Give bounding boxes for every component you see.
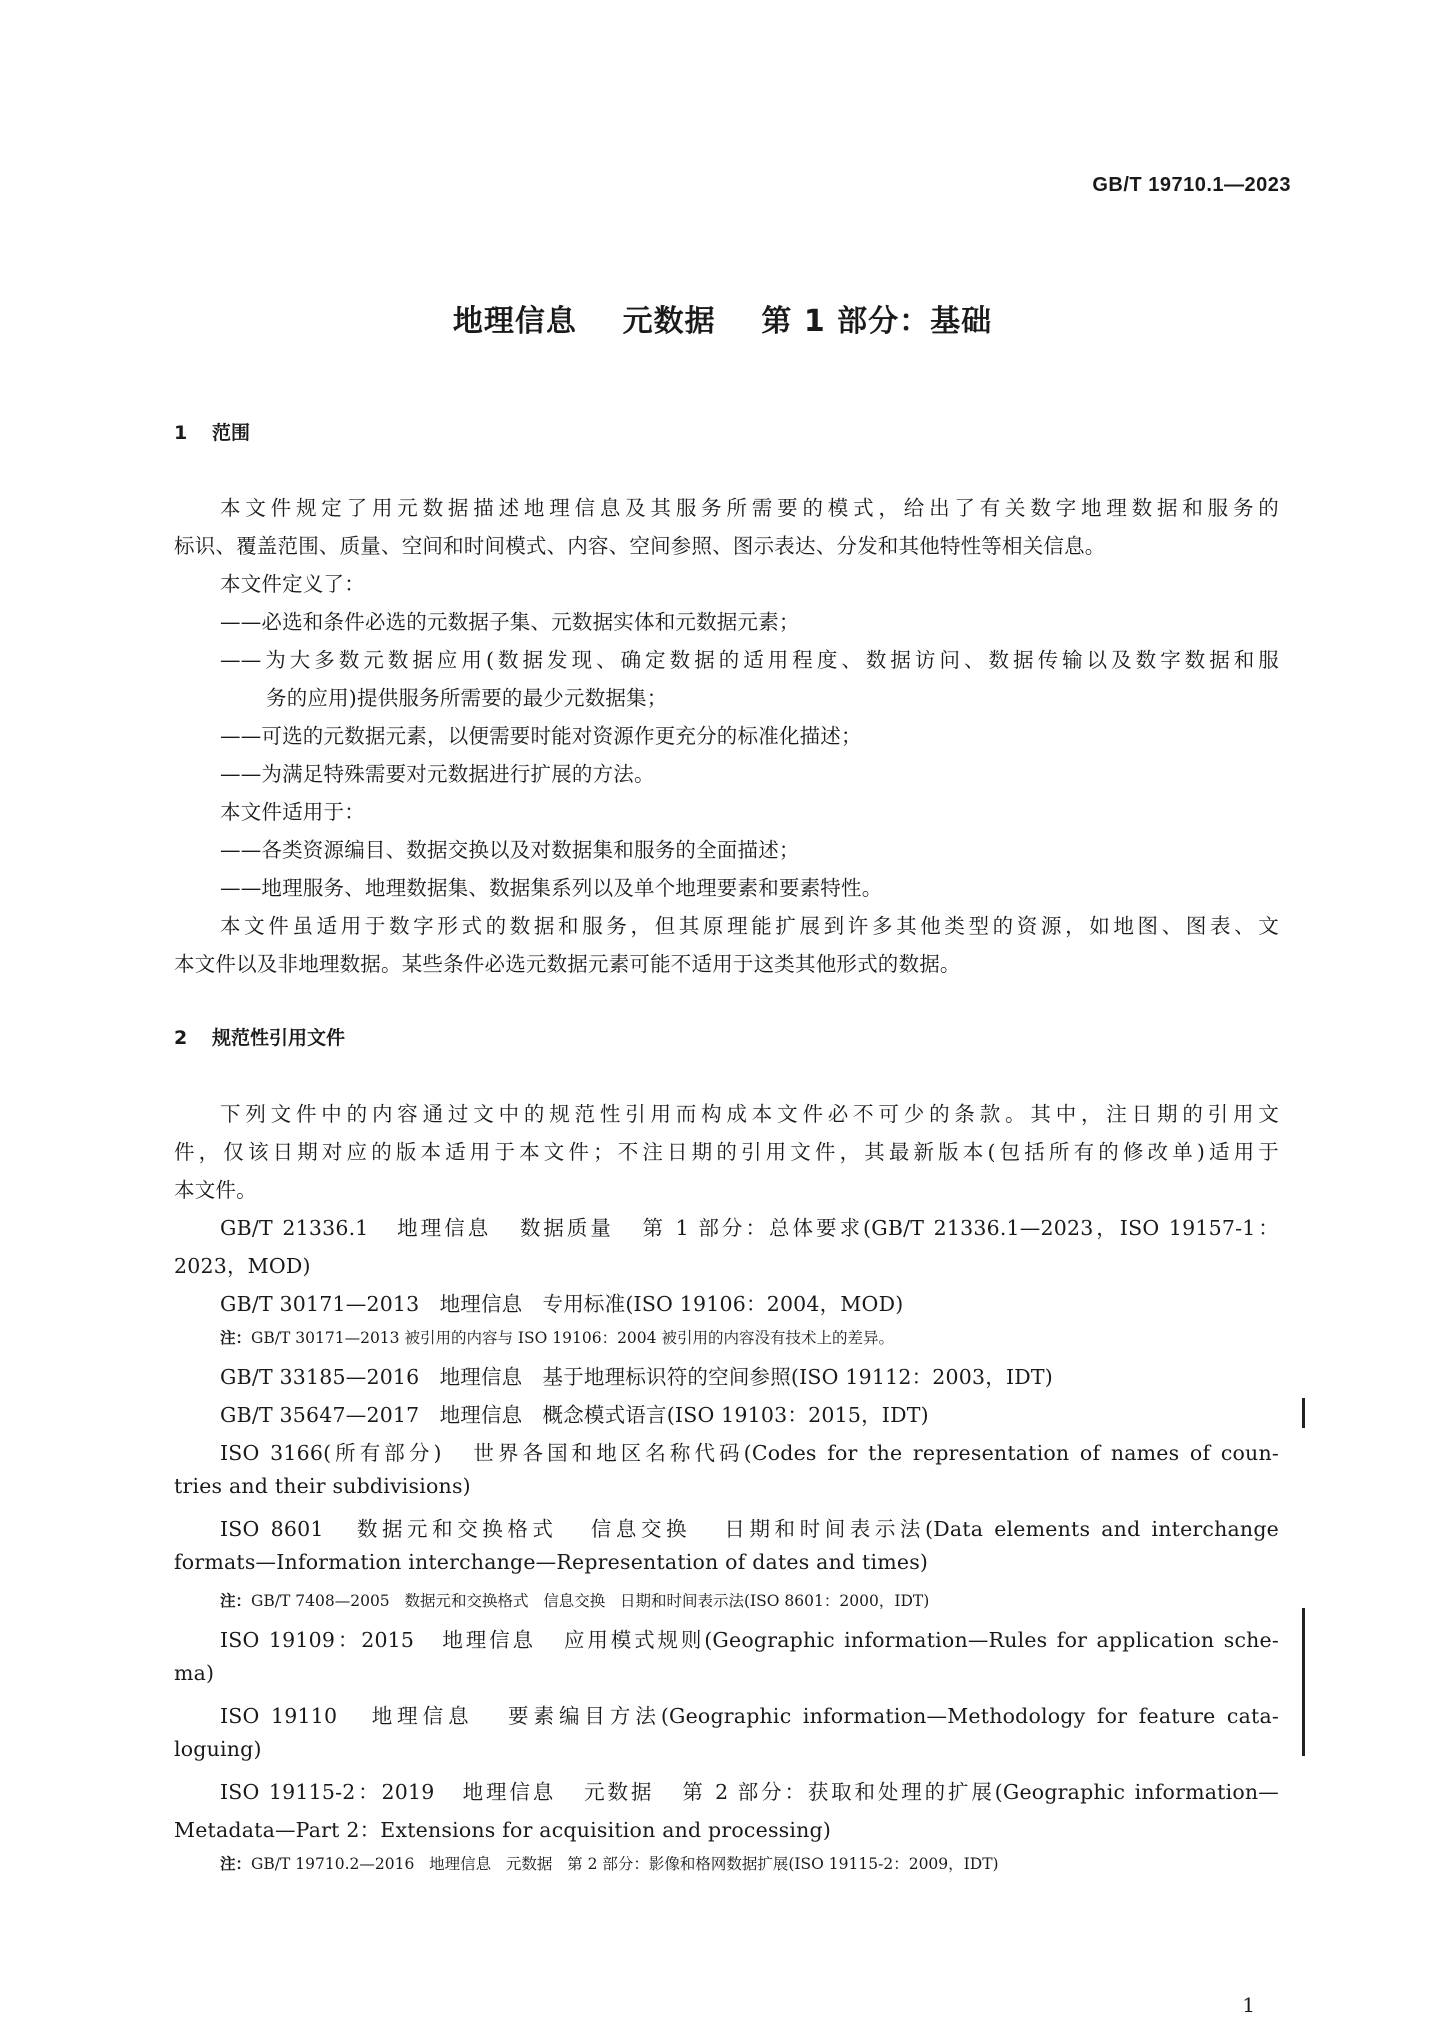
dash-list-item-cont: 务的应用)提供服务所需要的最少元数据集；	[266, 686, 668, 710]
paragraph-line: 本文件适用于：	[220, 800, 365, 824]
note-text: GB/T 30171—2013 被引用的内容与 ISO 19106：2004 被引用的内容没有技术上的差异。	[251, 1329, 894, 1347]
document-title: 地理信息 元数据 第 1 部分：基础	[452, 304, 993, 339]
note-label: 注：	[220, 1592, 252, 1610]
section-1-heading	[174, 418, 250, 445]
paragraph-line: 件，仅该日期对应的版本适用于本文件；不注日期的引用文件，其最新版本(包括所有的修改单)适用于	[174, 1140, 1279, 1164]
dash-list-item: ——可选的元数据元素，以便需要时能对资源作更充分的标准化描述；	[220, 724, 862, 748]
section-number: 1	[174, 422, 188, 444]
dash-list-item: ——为满足特殊需要对元数据进行扩展的方法。	[220, 762, 655, 786]
note-label: 注：	[220, 1329, 252, 1347]
note	[220, 1589, 929, 1611]
section-2-heading	[174, 1023, 345, 1050]
reference-entry-cont: formats—Information interchange—Representation of dates and times)	[174, 1550, 929, 1574]
change-bar	[1302, 1608, 1305, 1756]
paragraph-line: 标识、覆盖范围、质量、空间和时间模式、内容、空间参照、图示表达、分发和其他特性等相关信息。	[174, 534, 1106, 558]
reference-entry-cont: Metadata—Part 2：Extensions for acquisition and processing)	[174, 1818, 832, 1842]
reference-entry: GB/T 30171—2013 地理信息 专用标准(ISO 19106：2004，MOD)	[220, 1292, 904, 1316]
reference-entry-cont: loguing)	[174, 1737, 262, 1761]
reference-entry-cont: tries and their subdivisions)	[174, 1474, 471, 1498]
paragraph-line: 本文件虽适用于数字形式的数据和服务，但其原理能扩展到许多其他类型的资源，如地图、图表、文	[220, 914, 1279, 938]
paragraph-line: 本文件以及非地理数据。某些条件必选元数据元素可能不适用于这类其他形式的数据。	[174, 952, 961, 976]
dash-list-item: ——为大多数元数据应用(数据发现、确定数据的适用程度、数据访问、数据传输以及数字数据和服	[220, 648, 1279, 672]
section-number: 2	[174, 1027, 188, 1049]
dash-list-item: ——地理服务、地理数据集、数据集系列以及单个地理要素和要素特性。	[220, 876, 883, 900]
note-text: GB/T 7408—2005 数据元和交换格式 信息交换 日期和时间表示法(ISO 8601：2000，IDT)	[251, 1592, 930, 1610]
note-label: 注：	[220, 1855, 252, 1873]
section-title: 范围	[212, 422, 251, 444]
reference-entry: GB/T 21336.1 地理信息 数据质量 第 1 部分：总体要求(GB/T 21336.1—2023，ISO 19157-1：	[220, 1216, 1279, 1240]
page-number: 1	[1242, 1993, 1255, 2017]
paragraph-line: 本文件定义了：	[220, 572, 365, 596]
note	[220, 1326, 894, 1348]
reference-entry-cont: 2023，MOD)	[174, 1254, 311, 1278]
paragraph-line: 本文件规定了用元数据描述地理信息及其服务所需要的模式，给出了有关数字地理数据和服务的	[220, 496, 1279, 520]
reference-entry-cont: ma)	[174, 1661, 215, 1685]
paragraph-line: 下列文件中的内容通过文中的规范性引用而构成本文件必不可少的条款。其中，注日期的引用文	[220, 1102, 1279, 1126]
paragraph-line: 本文件。	[174, 1178, 257, 1202]
standard-code: GB/T 19710.1—2023	[1092, 174, 1291, 196]
reference-entry: ISO 19109：2015 地理信息 应用模式规则(Geographic information—Rules for application sche-	[220, 1628, 1279, 1652]
dash-list-item: ——必选和条件必选的元数据子集、元数据实体和元数据元素；	[220, 610, 800, 634]
change-bar	[1302, 1398, 1305, 1428]
section-title: 规范性引用文件	[212, 1027, 346, 1049]
reference-entry: ISO 8601 数据元和交换格式 信息交换 日期和时间表示法(Data elements and interchange	[220, 1517, 1279, 1541]
dash-list-item: ——各类资源编目、数据交换以及对数据集和服务的全面描述；	[220, 838, 800, 862]
reference-entry: ISO 19115-2：2019 地理信息 元数据 第 2 部分：获取和处理的扩展(Geographic information—	[220, 1780, 1279, 1804]
note-text: GB/T 19710.2—2016 地理信息 元数据 第 2 部分：影像和格网数据扩展(ISO 19115-2：2009，IDT)	[251, 1855, 999, 1873]
reference-entry: GB/T 33185—2016 地理信息 基于地理标识符的空间参照(ISO 19112：2003，IDT)	[220, 1365, 1053, 1389]
note	[220, 1852, 999, 1874]
reference-entry: GB/T 35647—2017 地理信息 概念模式语言(ISO 19103：2015，IDT)	[220, 1403, 929, 1427]
reference-entry: ISO 3166(所有部分) 世界各国和地区名称代码(Codes for the representation of names of coun-	[220, 1441, 1279, 1465]
reference-entry: ISO 19110 地理信息 要素编目方法(Geographic information—Methodology for feature cata-	[220, 1704, 1279, 1728]
